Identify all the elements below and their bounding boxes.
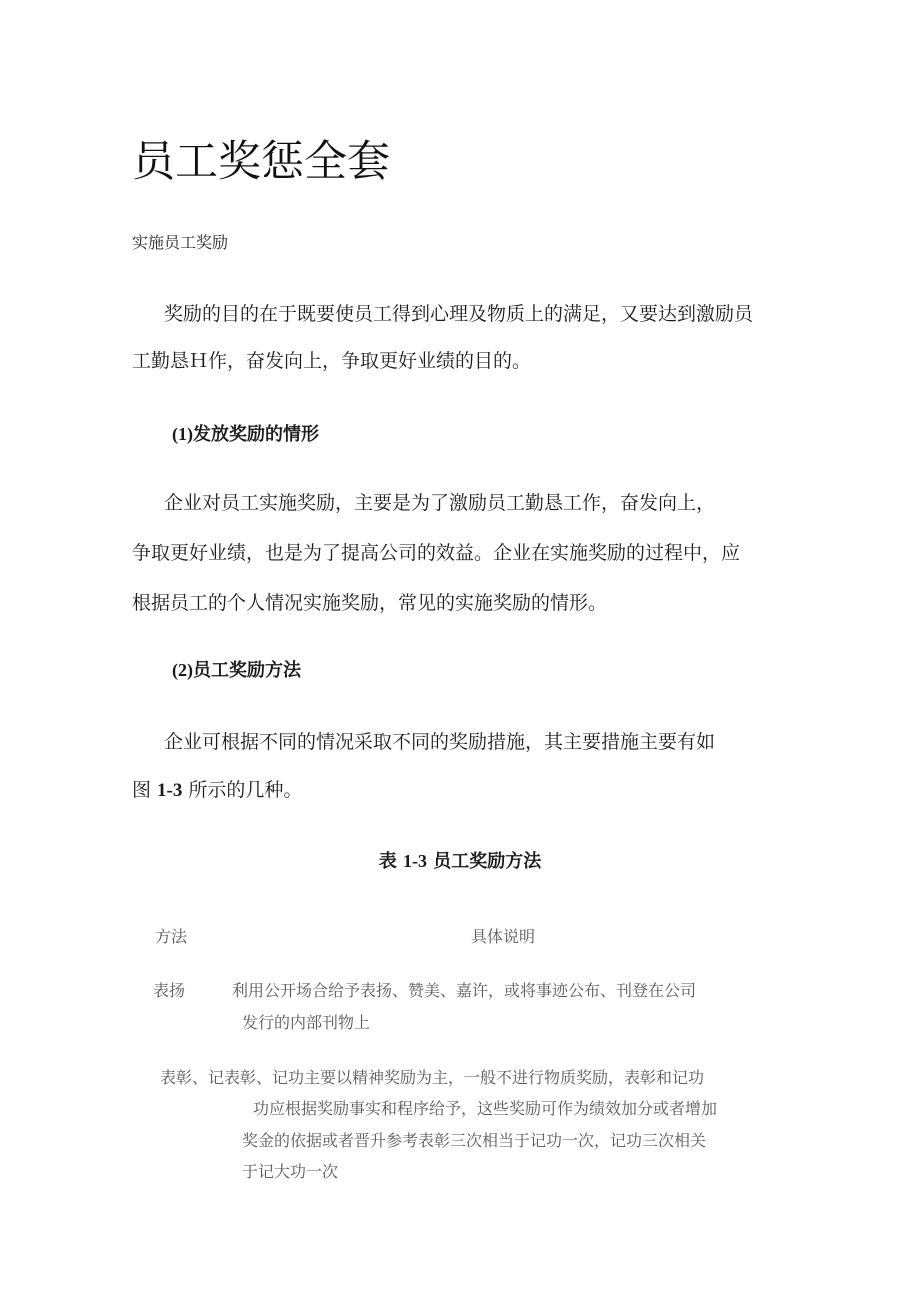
intro-line-2: 工勤恳Ｈ作，奋发向上，争取更好业绩的目的。 (132, 350, 532, 372)
section2-title: 员工奖励方法 (193, 660, 301, 681)
table-row-2-method: 表彰、记表彰、记功主要以精神奖励为主，一般不进行物质奖励，表彰和记功 (160, 1068, 705, 1087)
section1-line-1: 企业对员工实施奖励，主要是为了激励员工勤恳工作，奋发向上， (164, 492, 716, 514)
document-subtitle: 实施员工奖励 (132, 233, 229, 252)
section1-heading (172, 419, 319, 450)
table-row-1-method: 表扬 (153, 981, 186, 1000)
table-caption-suffix: 员工奖励方法 (427, 851, 542, 872)
section1-line-3: 根据员工的个人情况实施奖励，常见的实施奖励的情形。 (132, 592, 608, 614)
table-header-description: 具体说明 (471, 927, 536, 946)
section1-number: (1) (172, 424, 193, 444)
section2-heading (172, 655, 301, 686)
figure-reference: 1-3 (157, 780, 183, 801)
document-title: 员工奖惩全套 (132, 137, 390, 187)
section1-title: 发放奖励的情形 (193, 424, 319, 445)
section2-line-2 (132, 775, 302, 806)
section2-number: (2) (172, 660, 193, 680)
table-row-1-desc-line-2: 发行的内部刊物上 (242, 1013, 371, 1032)
intro-line-1: 奖励的目的在于既要使员工得到心理及物质上的满足，又要达到激励员 (164, 303, 754, 325)
table-row-2-desc-line-1: 功应根据奖励事实和程序给予，这些奖励可作为绩效加分或者增加 (253, 1099, 718, 1118)
table-row-2-desc-line-3: 于记大功一次 (242, 1162, 339, 1181)
table-caption-number: 1-3 (403, 851, 427, 871)
table-row-2-desc-line-2: 奖金的依据或者晋升参考表彰三次相当于记功一次，记功三次相关 (242, 1131, 707, 1150)
section2-line-2-suffix: 所示的几种。 (182, 779, 303, 801)
section1-line-2: 争取更好业绩，也是为了提高公司的效益。企业在实施奖励的过程中，应 (132, 542, 741, 564)
table-caption-prefix: 表 (378, 851, 403, 872)
table-row-1-desc-line-1: 利用公开场合给予表扬、赞美、嘉许，或将事迹公布、刊登在公司 (232, 981, 697, 1000)
section2-line-1: 企业可根据不同的情况采取不同的奖励措施，其主要措施主要有如 (164, 731, 716, 753)
table-header-method: 方法 (155, 927, 188, 946)
table-caption (0, 846, 920, 877)
section2-line-2-prefix: 图 (132, 779, 158, 801)
